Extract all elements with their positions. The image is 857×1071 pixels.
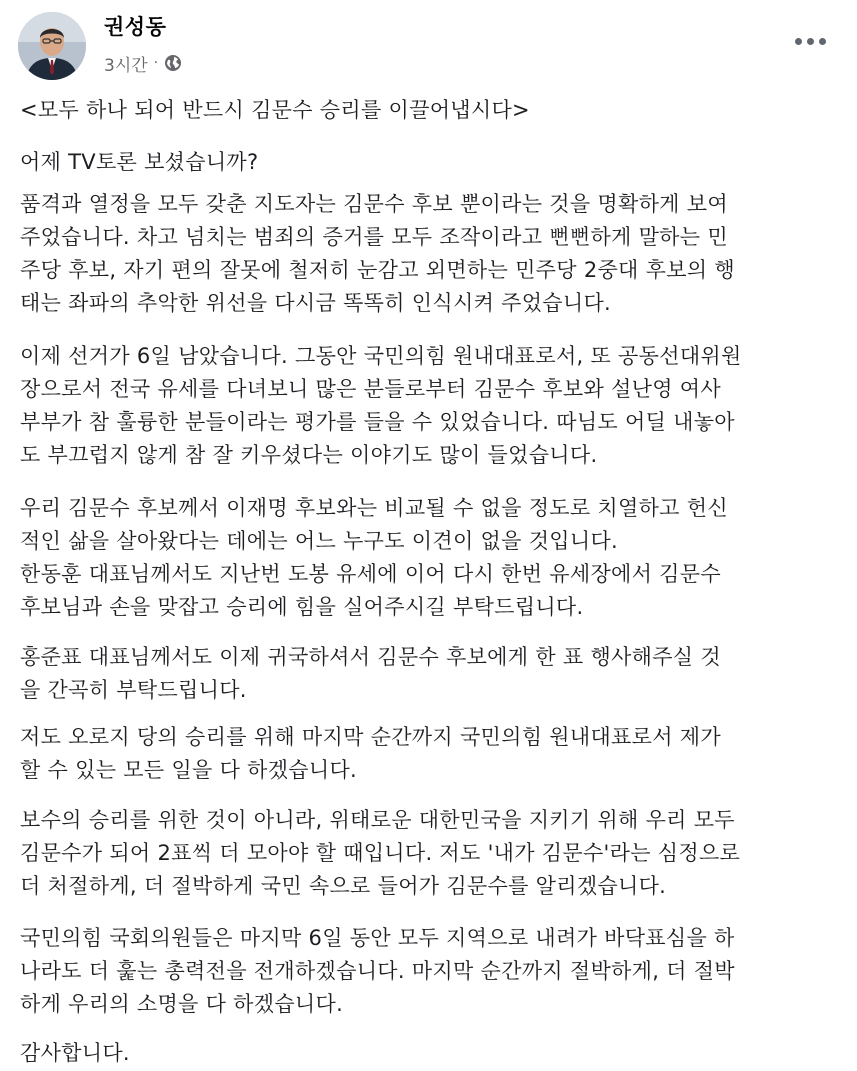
post-text-line: 품격과 열정을 모두 갖춘 지도자는 김문수 후보 뿐이라는 것을 명확하게 보여: [20, 192, 728, 216]
profile-avatar[interactable]: [18, 12, 86, 80]
paragraph-3: [20, 340, 840, 472]
paragraph-1: [20, 146, 840, 179]
author-name[interactable]: 권성동: [104, 15, 167, 39]
post-text-line: 주당 후보, 자기 편의 잘못에 철저히 눈감고 외면하는 민주당 2중대 후보의 행: [20, 258, 735, 282]
post-text-line: 할 수 있는 모든 일을 다 하겠습니다.: [20, 758, 358, 782]
post-text-line: 더 처절하게, 더 절박하게 국민 속으로 들어가 김문수를 알리겠습니다.: [20, 874, 667, 898]
post-text-line: 장으로서 전국 유세를 다녀보니 많은 분들로부터 김문수 후보와 설난영 여사: [20, 377, 721, 401]
paragraph-6: [20, 721, 840, 787]
post-text-line: 나라도 더 훑는 총력전을 전개하겠습니다. 마지막 순간까지 절박하게, 더 절박: [20, 959, 735, 983]
paragraph-2: [20, 188, 840, 320]
profile-photo: [18, 12, 86, 80]
more-options-icon[interactable]: [788, 26, 832, 56]
paragraph-9: [20, 1037, 840, 1070]
post-text-line: 이제 선거가 6일 남았습니다. 그동안 국민의힘 원내대표로서, 또 공동선대위원: [20, 344, 742, 368]
paragraph-8: [20, 922, 840, 1021]
post-text-line: 어제 TV토론 보셨습니까?: [20, 150, 259, 174]
post-text-line: 우리 김문수 후보께서 이재명 후보와는 비교될 수 없을 정도로 치열하고 헌신: [20, 496, 728, 520]
meta-separator: ·: [153, 55, 159, 71]
post-text-line: 적인 삶을 살아왔다는 데에는 어느 누구도 이견이 없을 것입니다.: [20, 529, 619, 553]
post-text-line: 을 간곡히 부탁드립니다.: [20, 678, 247, 702]
post-text-line: 주었습니다. 차고 넘치는 범죄의 증거를 모두 조작이라고 뻔뻔하게 말하는 민: [20, 225, 728, 249]
post-text-line: 홍준표 대표님께서도 이제 귀국하셔서 김문수 후보에게 한 표 행사해주실 것: [20, 645, 721, 669]
post-text-line: 부부가 참 훌륭한 분들이라는 평가를 들을 수 있었습니다. 따님도 어딜 내놓아: [20, 410, 735, 434]
post-text-line: 감사합니다.: [20, 1041, 130, 1065]
post-text-line: 도 부끄럽지 않게 참 잘 키우셨다는 이야기도 많이 들었습니다.: [20, 443, 598, 467]
paragraph-5: [20, 641, 840, 707]
post-text-line: 저도 오로지 당의 승리를 위해 마지막 순간까지 국민의힘 원내대표로서 제가: [20, 725, 721, 749]
post-text-line: 국민의힘 국회의원들은 마지막 6일 동안 모두 지역으로 내려가 바닥표심을 하: [20, 926, 735, 950]
globe-icon[interactable]: [164, 54, 182, 72]
post-text-line: 김문수가 되어 2표씩 더 모아야 할 때입니다. 저도 '내가 김문수'라는 심정으로: [20, 841, 741, 865]
post-text-line: 하게 우리의 소명을 다 하겠습니다.: [20, 992, 344, 1016]
post-text-line: 후보님과 손을 맞잡고 승리에 힘을 실어주시길 부탁드립니다.: [20, 595, 584, 619]
post-text-line: 보수의 승리를 위한 것이 아니라, 위태로운 대한민국을 지키기 위해 우리 모두: [20, 808, 735, 832]
post-text-line: 태는 좌파의 추악한 위선을 다시금 똑똑히 인식시켜 주었습니다.: [20, 291, 612, 315]
post-title: <모두 하나 되어 반드시 김문수 승리를 이끌어냅시다>: [20, 98, 530, 122]
post-header: [0, 0, 857, 90]
post-timestamp[interactable]: 3시간: [104, 55, 148, 76]
paragraph-4: [20, 492, 840, 624]
post-meta: [104, 51, 182, 75]
post-text-line: 한동훈 대표님께서도 지난번 도봉 유세에 이어 다시 한번 유세장에서 김문수: [20, 562, 721, 586]
paragraph-7: [20, 804, 840, 903]
